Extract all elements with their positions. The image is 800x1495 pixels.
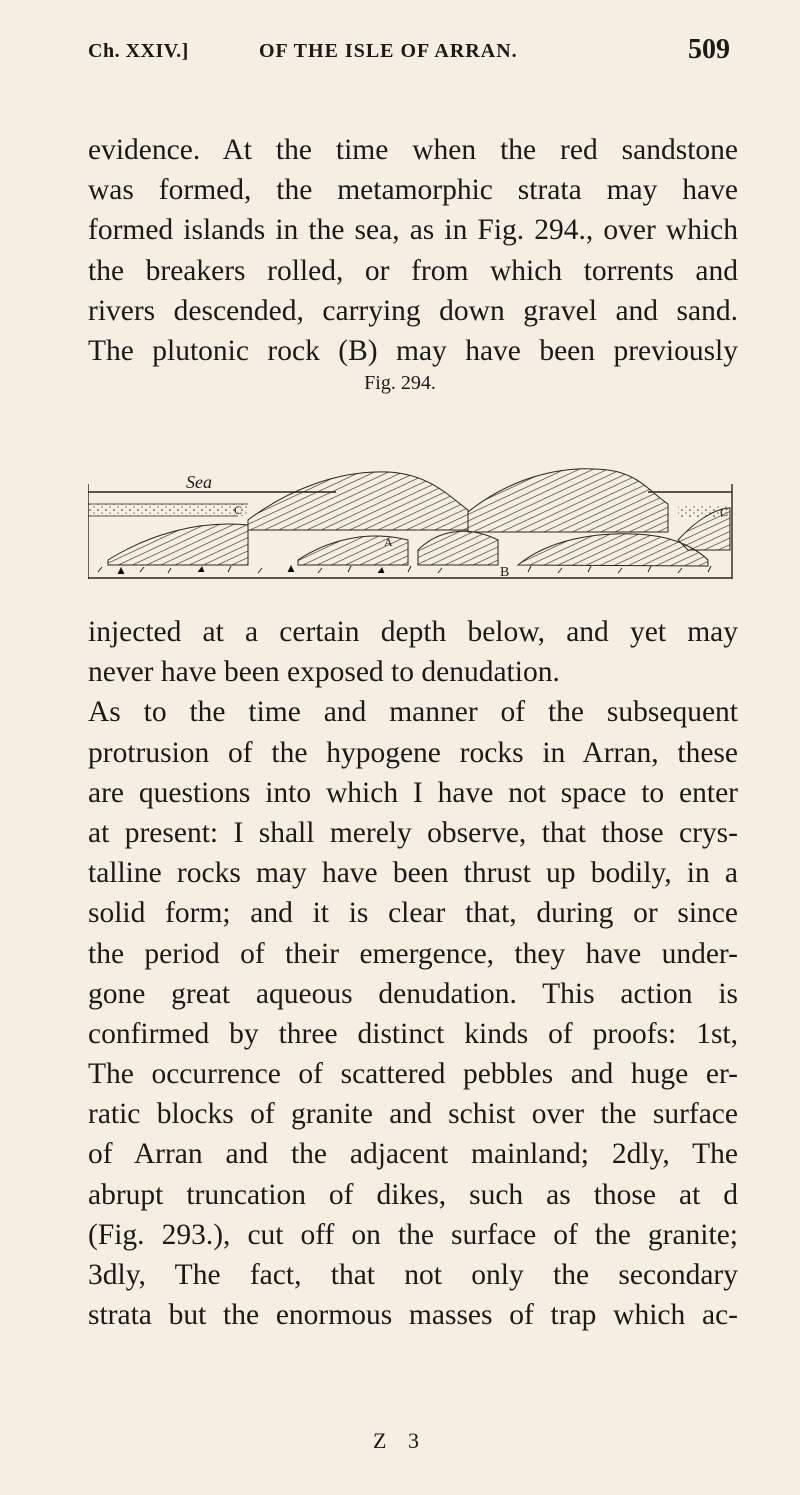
text-line: 3dly, The fact, that not only the secondary [88, 1259, 738, 1291]
text-line: injected at a certain depth below, and yet may [88, 616, 738, 648]
text-line: at present: I shall merely observe, that those crys- [88, 816, 738, 849]
text-line: was formed, the metamorphic strata may have [88, 174, 738, 207]
label-b: B [500, 565, 510, 580]
text-line: the breakers rolled, or from which torrents and [88, 254, 738, 287]
metamorphic-strata-left [108, 524, 248, 565]
label-c-left: C [234, 503, 243, 517]
figure-caption: Fig. 294. [364, 372, 436, 394]
metamorphic-island-1 [248, 472, 468, 530]
text-line: protrusion of the hypogene rocks in Arran, these [88, 736, 738, 769]
paragraph-1 [88, 130, 738, 371]
text-line: As to the time and manner of the subsequent [88, 696, 738, 729]
text-line: talline rocks may have been thrust up bodily, in a [88, 857, 738, 890]
metamorphic-strata-mid2 [418, 531, 498, 565]
metamorphic-island-2 [468, 469, 668, 532]
label-a: A [384, 535, 393, 549]
paragraph-2 [88, 612, 738, 1335]
running-header [88, 32, 730, 72]
text-line: confirmed by three distinct kinds of proofs: 1st, [88, 1017, 738, 1050]
running-title: OF THE ISLE OF ARRAN. [259, 40, 518, 62]
text-line: formed islands in the sea, as in Fig. 294., over which [88, 214, 738, 247]
geological-section-figure [88, 400, 734, 585]
text-line: are questions into which I have not space to enter [88, 776, 738, 809]
chapter-label: Ch. XXIV.] [88, 40, 189, 62]
text-line: evidence. At the time when the red sandstone [88, 134, 738, 166]
text-line: ratic blocks of granite and schist over the surface [88, 1098, 738, 1131]
text-line: never have been exposed to denudation. [88, 656, 560, 689]
label-c-right: C [720, 505, 729, 519]
text-line: abrupt truncation of dikes, such as those at d [88, 1178, 738, 1211]
label-sea: Sea [186, 472, 212, 492]
text-line: the period of their emergence, they have under- [88, 937, 738, 970]
page-number: 509 [688, 34, 730, 65]
text-line: of Arran and the adjacent mainland; 2dly, The [88, 1138, 738, 1171]
text-line: solid form; and it is clear that, during or since [88, 897, 738, 930]
text-line: gone great aqueous denudation. This action is [88, 977, 738, 1010]
text-line: rivers descended, carrying down gravel and sand. [88, 294, 738, 327]
text-line: strata but the enormous masses of trap which ac- [88, 1299, 738, 1332]
sandstone-layer-left [88, 504, 248, 516]
plutonic-rock-marks [98, 566, 711, 574]
signature-mark: Z 3 [373, 1428, 427, 1453]
text-line: (Fig. 293.), cut off on the surface of the granite; [88, 1218, 738, 1251]
text-line: The plutonic rock (B) may have been previously [88, 334, 738, 367]
text-line: The occurrence of scattered pebbles and huge er- [88, 1058, 738, 1091]
